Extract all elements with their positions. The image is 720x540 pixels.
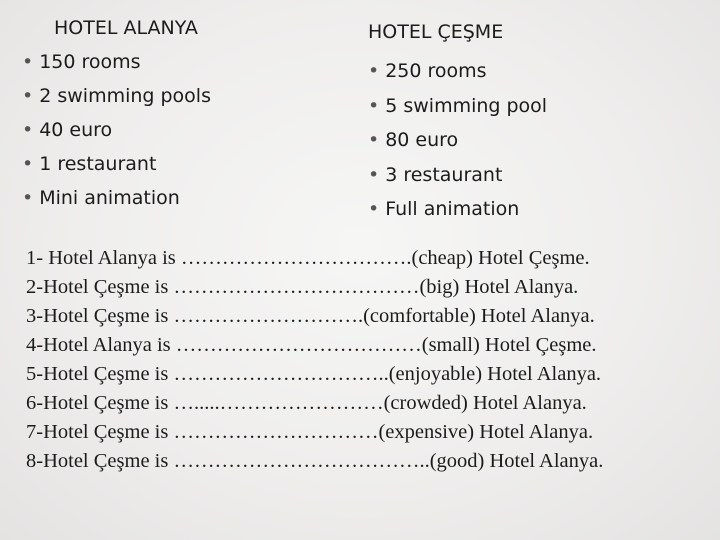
list-item	[22, 113, 322, 147]
bullet-icon: •	[22, 51, 34, 73]
bullet-icon: •	[22, 119, 34, 141]
bullet-icon: •	[22, 153, 34, 175]
hotel-cesme-features	[368, 54, 698, 227]
exercise-sentence-6: 6-Hotel Çeşme is ….....……………………(crowded) Hotel Alanya.	[26, 392, 587, 414]
bullet-icon: •	[368, 129, 380, 151]
feature-text: 5 swimming pool	[385, 94, 548, 117]
comparison-exercise	[26, 244, 706, 476]
exercise-sentence-3: 3-Hotel Çeşme is ……………………….(comfortable) Hotel Alanya.	[26, 305, 595, 327]
hotel-alanya-column	[22, 14, 322, 215]
bullet-icon: •	[22, 85, 34, 107]
exercise-sentence-2: 2-Hotel Çeşme is ………………………………(big) Hotel Alanya.	[26, 276, 579, 298]
hotel-alanya-title: HOTEL ALANYA	[54, 17, 198, 39]
bullet-icon: •	[368, 60, 380, 82]
bullet-icon: •	[368, 163, 380, 186]
hotel-alanya-features	[22, 45, 322, 215]
list-item	[22, 79, 322, 113]
list-item	[22, 45, 322, 79]
feature-text: 80 euro	[385, 129, 459, 151]
bullet-icon: •	[22, 187, 34, 209]
feature-text: Full animation	[385, 198, 520, 220]
feature-text: 3 restaurant	[385, 163, 503, 186]
bullet-icon: •	[368, 94, 380, 117]
feature-text: 150 rooms	[39, 51, 141, 73]
feature-text: 1 restaurant	[39, 153, 157, 175]
feature-text: 2 swimming pools	[39, 85, 211, 107]
list-item	[22, 147, 322, 181]
list-item	[368, 54, 698, 89]
exercise-sentence-1: 1- Hotel Alanya is …………………………….(cheap) Hotel Çeşme.	[26, 247, 590, 269]
hotel-cesme-title: HOTEL ÇEŞME	[368, 21, 504, 43]
feature-text: 40 euro	[39, 119, 113, 141]
list-item	[368, 192, 698, 227]
list-item	[368, 158, 698, 193]
list-item	[368, 89, 698, 124]
list-item	[368, 123, 698, 158]
bullet-icon: •	[368, 198, 380, 220]
list-item	[22, 181, 322, 215]
feature-text: 250 rooms	[385, 60, 487, 82]
exercise-sentence-7: 7-Hotel Çeşme is …………………………(expensive) Hotel Alanya.	[26, 421, 594, 443]
exercise-sentence-4: 4-Hotel Alanya is ………………………………(small) Hotel Çeşme.	[26, 334, 597, 356]
exercise-sentence-8: 8-Hotel Çeşme is ………………………………..(good) Hotel Alanya.	[26, 450, 604, 472]
exercise-sentence-5: 5-Hotel Çeşme is …………………………..(enjoyable) Hotel Alanya.	[26, 363, 602, 385]
feature-text: Mini animation	[39, 187, 180, 209]
hotel-cesme-column	[368, 18, 698, 227]
